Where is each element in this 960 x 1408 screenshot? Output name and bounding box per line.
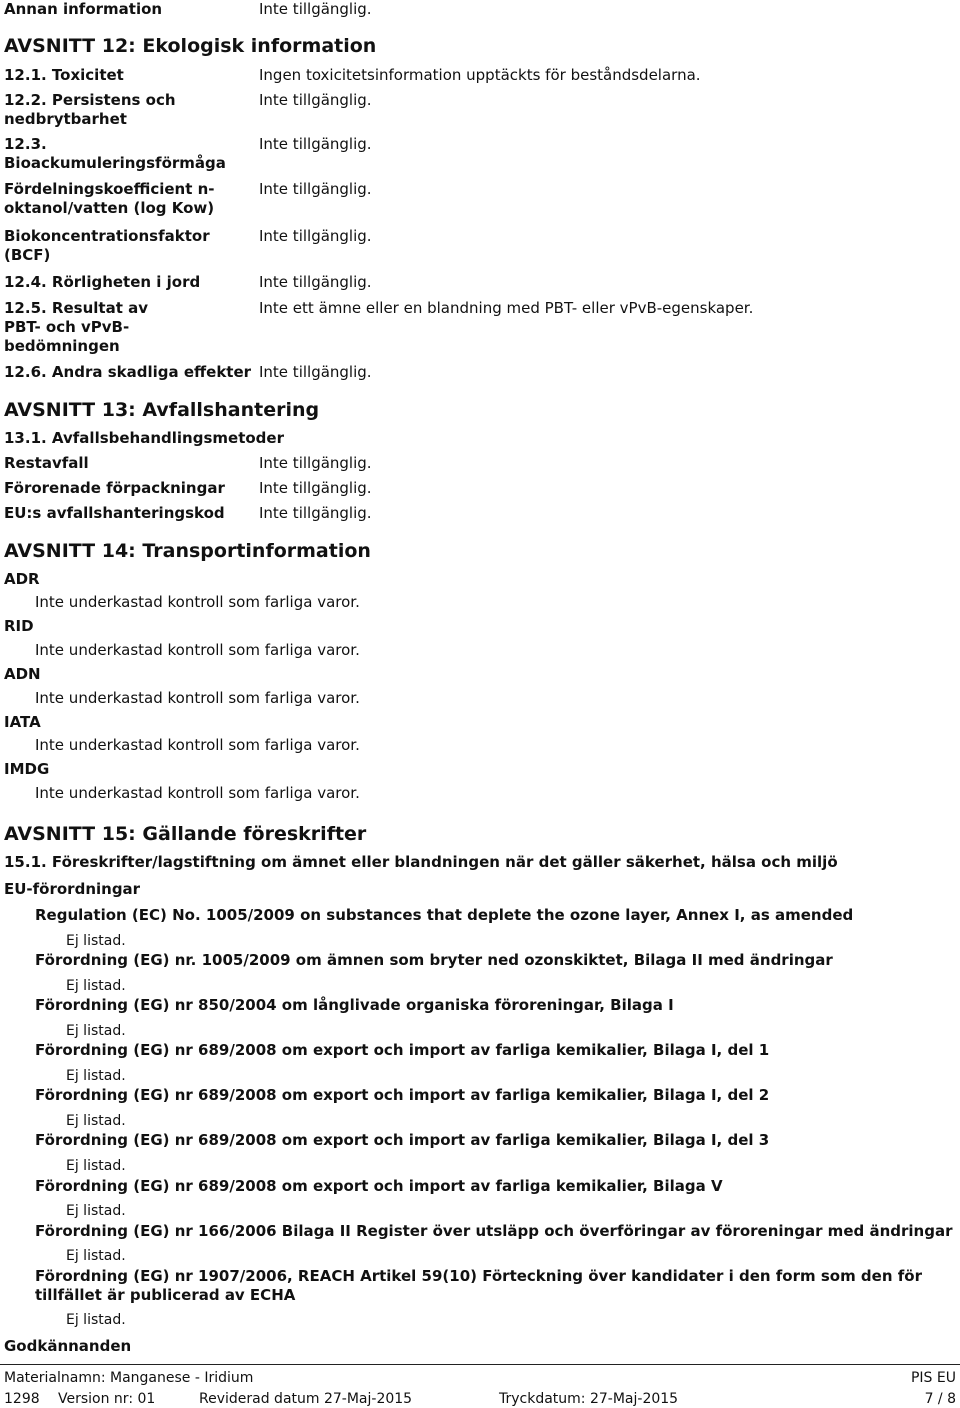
other-info-label: Annan information (4, 0, 163, 18)
s13-row-label: Förorenade förpackningar (4, 479, 225, 497)
s12-row-label: Fördelningskoefficient n-oktanol/vatten (log Kow) (4, 180, 215, 217)
regulation-status: Ej listad. (66, 1158, 126, 1174)
regulation-status: Ej listad. (66, 978, 126, 994)
section-14-title: AVSNITT 14: Transportinformation (4, 540, 371, 562)
transport-mode-value: Inte underkastad kontroll som farliga varor. (35, 593, 360, 611)
s12-row-value: Inte tillgänglig. (259, 135, 372, 153)
transport-mode-label: ADR (4, 570, 40, 588)
regulation-title: Förordning (EG) nr 689/2008 om export och import av farliga kemikalier, Bilaga I, del 1 (35, 1041, 770, 1059)
section-13-title: AVSNITT 13: Avfallshantering (4, 399, 320, 421)
footer-page-number: 7 / 8 (924, 1391, 956, 1407)
regulation-title: Förordning (EG) nr 166/2006 Bilaga II Register över utsläpp och överföringar av föroreningar med ändringar (35, 1222, 953, 1240)
transport-mode-value: Inte underkastad kontroll som farliga varor. (35, 641, 360, 659)
s12-row-value: Ingen toxicitetsinformation upptäckts för beståndsdelarna. (259, 66, 701, 84)
transport-mode-label: RID (4, 617, 34, 635)
footer-rule (0, 1364, 960, 1365)
approvals-label: Godkännanden (4, 1337, 132, 1355)
transport-mode-value: Inte underkastad kontroll som farliga varor. (35, 689, 360, 707)
transport-mode-value: Inte underkastad kontroll som farliga varor. (35, 784, 360, 802)
regulation-title: Förordning (EG) nr 689/2008 om export och import av farliga kemikalier, Bilaga I, del 3 (35, 1131, 770, 1149)
footer-doc-code: PIS EU (910, 1370, 956, 1386)
s12-row-label: 12.2. Persistens och nedbrytbarhet (4, 91, 176, 128)
transport-mode-label: IMDG (4, 760, 50, 778)
s12-row-value: Inte tillgänglig. (259, 91, 372, 109)
regulation-status: Ej listad. (66, 933, 126, 949)
s13-row-label: EU:s avfallshanteringskod (4, 504, 225, 522)
regulation-status: Ej listad. (66, 1248, 126, 1264)
regulation-title: Förordning (EG) nr 689/2008 om export och import av farliga kemikalier, Bilaga I, del 2 (35, 1086, 770, 1104)
s12-row-value: Inte tillgänglig. (259, 273, 372, 291)
s12-row-label: 12.3. Bioackumuleringsförmåga (4, 135, 226, 172)
s12-row-label: 12.1. Toxicitet (4, 66, 124, 84)
regulation-status: Ej listad. (66, 1068, 126, 1084)
other-info-value: Inte tillgänglig. (259, 0, 372, 18)
regulation-title: Förordning (EG) nr 689/2008 om export och import av farliga kemikalier, Bilaga V (35, 1177, 723, 1195)
s12-row-label: 12.5. Resultat av PBT- och vPvB-bedömningen (4, 299, 148, 355)
s12-row-value: Inte ett ämne eller en blandning med PBT- eller vPvB-egenskaper. (259, 299, 754, 317)
regulation-title: Regulation (EC) No. 1005/2009 on substances that deplete the ozone layer, Annex I, as amended (35, 906, 854, 924)
eu-regulations-label: EU-förordningar (4, 880, 141, 898)
s12-row-label: Biokoncentrationsfaktor (BCF) (4, 227, 210, 264)
s13-subtitle: 13.1. Avfallsbehandlingsmetoder (4, 429, 284, 447)
section-15-title: AVSNITT 15: Gällande föreskrifter (4, 823, 367, 845)
s12-row-label: 12.4. Rörligheten i jord (4, 273, 201, 291)
regulation-title: Förordning (EG) nr 850/2004 om långlivade organiska föroreningar, Bilaga I (35, 996, 674, 1014)
transport-mode-value: Inte underkastad kontroll som farliga varor. (35, 736, 360, 754)
footer-material-id: 1298 (4, 1391, 40, 1407)
regulation-title: Förordning (EG) nr. 1005/2009 om ämnen som bryter ned ozonskiktet, Bilaga II med ändringar (35, 951, 833, 969)
regulation-title: Förordning (EG) nr 1907/2006, REACH Artikel 59(10) Förteckning över kandidater i den form som den för tillfället är publicerad av ECHA (35, 1267, 922, 1304)
s13-row-value: Inte tillgänglig. (259, 479, 372, 497)
s13-row-value: Inte tillgänglig. (259, 504, 372, 522)
regulation-status: Ej listad. (66, 1203, 126, 1219)
regulation-status: Ej listad. (66, 1113, 126, 1129)
s12-row-value: Inte tillgänglig. (259, 180, 372, 198)
s12-row-value: Inte tillgänglig. (259, 363, 372, 381)
s13-row-value: Inte tillgänglig. (259, 454, 372, 472)
s13-row-label: Restavfall (4, 454, 89, 472)
footer-material-name: Materialnamn: Manganese - Iridium (4, 1370, 254, 1386)
transport-mode-label: ADN (4, 665, 41, 683)
footer-print-date: Tryckdatum: 27-Maj-2015 (499, 1391, 679, 1407)
s12-row-label: 12.6. Andra skadliga effekter (4, 363, 252, 381)
s15-subtitle: 15.1. Föreskrifter/lagstiftning om ämnet eller blandningen när det gäller säkerhet, hälsa och miljö (4, 853, 838, 871)
regulation-status: Ej listad. (66, 1023, 126, 1039)
section-12-title: AVSNITT 12: Ekologisk information (4, 35, 377, 57)
footer-version: Version nr: 01 (58, 1391, 156, 1407)
s12-row-value: Inte tillgänglig. (259, 227, 372, 245)
footer-revised-date: Reviderad datum 27-Maj-2015 (199, 1391, 413, 1407)
transport-mode-label: IATA (4, 713, 41, 731)
regulation-status: Ej listad. (66, 1312, 126, 1328)
